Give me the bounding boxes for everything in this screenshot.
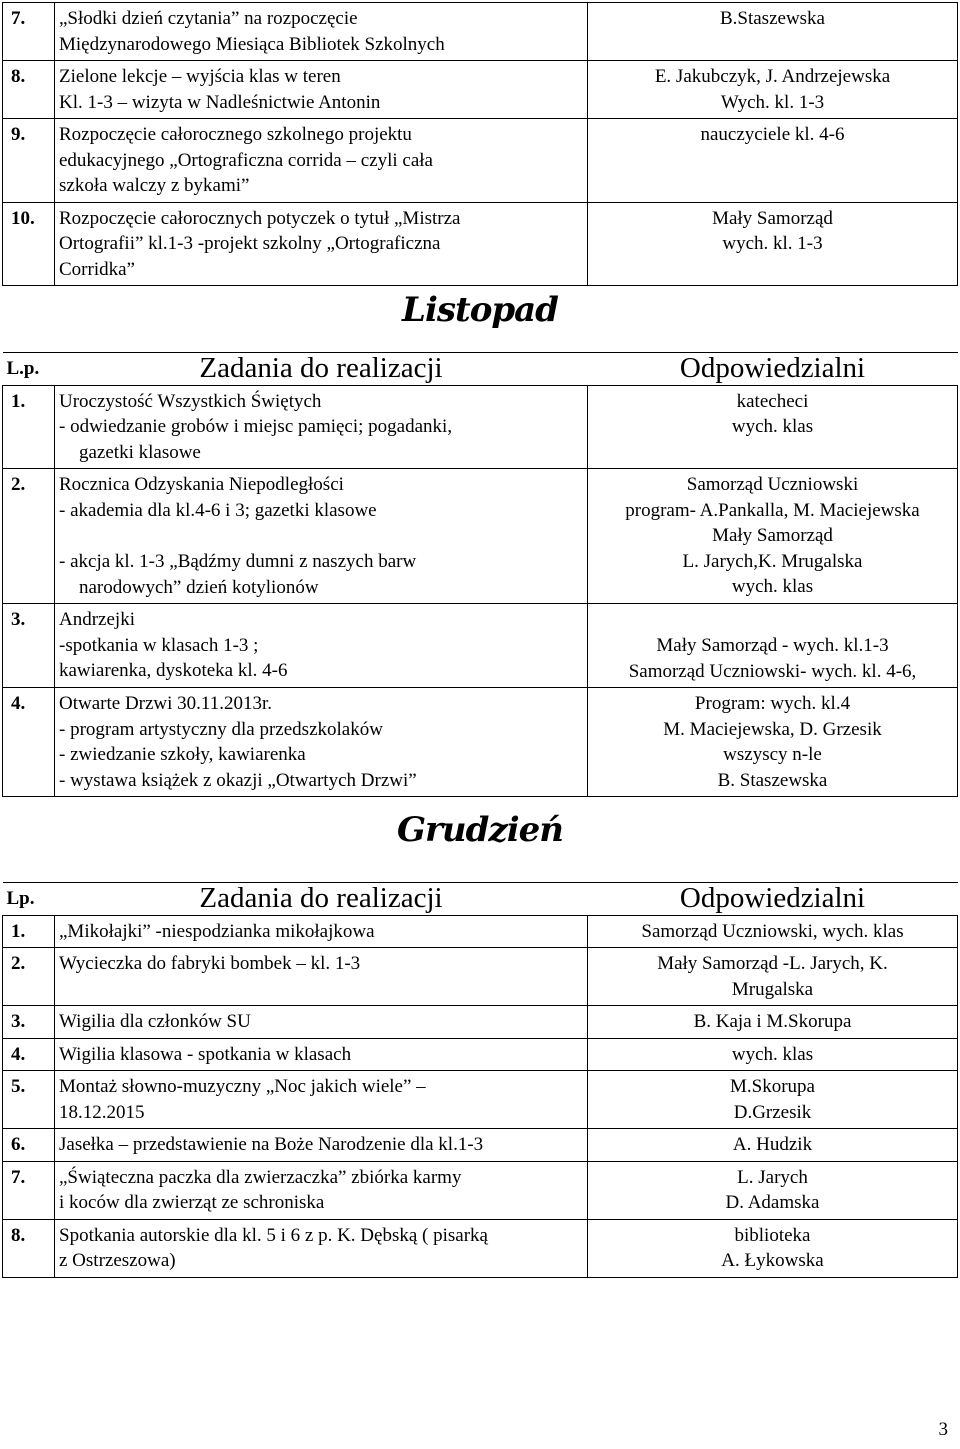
task-cell bbox=[55, 1161, 588, 1219]
page-number: 3 bbox=[938, 1419, 948, 1440]
task-line: Ortografii” kl.1-3 -projekt szkolny „Ortograficzna bbox=[59, 233, 441, 254]
task-cell bbox=[55, 469, 588, 604]
task-cell bbox=[55, 61, 588, 119]
table-row bbox=[3, 1071, 958, 1129]
task-cell bbox=[55, 604, 588, 688]
task-line: i koców dla zwierząt ze schroniska bbox=[59, 1192, 325, 1213]
responsible-line: wych. klas bbox=[731, 416, 814, 437]
task-cell bbox=[55, 1129, 588, 1162]
december-title: Grudzień bbox=[396, 810, 564, 850]
task-line: „Świąteczna paczka dla zwierzaczka” zbiórka karmy bbox=[59, 1166, 462, 1188]
tasks-header: Zadania do realizacji bbox=[55, 883, 588, 916]
task-line: Kl. 1-3 – wizyta w Nadleśnictwie Antonin bbox=[59, 91, 381, 113]
task-line: „Mikołajki” -niespodzianka mikołajkowa bbox=[59, 920, 375, 942]
october-table bbox=[2, 2, 958, 286]
responsible-cell bbox=[588, 119, 958, 203]
row-number: 4. bbox=[3, 688, 55, 797]
task-cell bbox=[55, 119, 588, 203]
table-row bbox=[3, 1038, 958, 1071]
task-line: Wycieczka do fabryki bombek – kl. 1-3 bbox=[59, 953, 361, 974]
task-line: gazetki klasowe bbox=[79, 441, 201, 463]
task-cell bbox=[55, 385, 588, 469]
responsible-line: B. Kaja i M.Skorupa bbox=[693, 1011, 852, 1032]
responsible-cell bbox=[588, 1071, 958, 1129]
row-number: 1. bbox=[3, 915, 55, 948]
responsible-line: L. Jarych,K. Mrugalska bbox=[682, 550, 863, 572]
responsible-line: katecheci bbox=[736, 390, 809, 412]
responsible-cell bbox=[588, 1129, 958, 1162]
row-number: 7. bbox=[3, 3, 55, 61]
responsible-cell bbox=[588, 61, 958, 119]
task-cell bbox=[55, 1006, 588, 1039]
november-header-row bbox=[3, 353, 958, 386]
responsible-line: B.Staszewska bbox=[719, 8, 825, 29]
table-row bbox=[3, 385, 958, 469]
responsible-header: Odpowiedzialni bbox=[588, 883, 958, 916]
responsible-cell bbox=[588, 604, 958, 688]
task-line: Spotkania autorskie dla kl. 5 i 6 z p. K. Dębską ( pisarką bbox=[59, 1224, 488, 1246]
task-line: Zielone lekcje – wyjścia klas w teren bbox=[59, 66, 341, 87]
table-row bbox=[3, 688, 958, 797]
responsible-line: program- A.Pankalla, M. Maciejewska bbox=[625, 499, 920, 521]
responsible-line: E. Jakubczyk, J. Andrzejewska bbox=[654, 66, 891, 87]
tasks-header: Zadania do realizacji bbox=[55, 353, 588, 386]
task-line: Otwarte Drzwi 30.11.2013r. bbox=[59, 693, 272, 714]
task-line: Andrzejki bbox=[59, 609, 135, 630]
table-row bbox=[3, 915, 958, 948]
row-number: 3. bbox=[3, 1006, 55, 1039]
responsible-line: Mały Samorząd bbox=[712, 207, 833, 229]
responsible-line: Wych. kl. 1-3 bbox=[720, 91, 825, 113]
task-line: szkoła walczy z bykami” bbox=[59, 175, 250, 196]
task-line: edukacyjnego „Ortograficzna corrida – czyli cała bbox=[59, 149, 433, 171]
responsible-line: M.Skorupa bbox=[730, 1076, 815, 1097]
task-line: kawiarenka, dyskoteka kl. 4-6 bbox=[59, 660, 288, 681]
task-cell bbox=[55, 688, 588, 797]
row-number: 2. bbox=[3, 948, 55, 1006]
task-cell bbox=[55, 202, 588, 286]
task-line: „Słodki dzień czytania” na rozpoczęcie bbox=[59, 8, 358, 29]
task-line: Rozpoczęcie całorocznego szkolnego projektu bbox=[59, 124, 412, 145]
table-row bbox=[3, 61, 958, 119]
lp-header: Lp. bbox=[6, 888, 35, 909]
december-header-row bbox=[3, 883, 958, 916]
responsible-cell bbox=[588, 948, 958, 1006]
responsible-line: L. Jarych bbox=[737, 1166, 808, 1188]
responsible-line: D.Grzesik bbox=[733, 1101, 812, 1123]
responsible-line: Samorząd Uczniowski bbox=[686, 474, 859, 495]
task-line: - akcja kl. 1-3 „Bądźmy dumni z naszych barw bbox=[59, 551, 417, 572]
responsible-header: Odpowiedzialni bbox=[588, 353, 958, 386]
task-line: - wystawa książek z okazji „Otwartych Drzwi” bbox=[59, 769, 417, 791]
responsible-line: Mrugalska bbox=[731, 978, 814, 1000]
row-number: 9. bbox=[3, 119, 55, 203]
table-row bbox=[3, 1219, 958, 1277]
responsible-line: wych. klas bbox=[731, 576, 814, 597]
task-cell bbox=[55, 1038, 588, 1071]
row-number: 3. bbox=[3, 604, 55, 688]
table-row bbox=[3, 604, 958, 688]
responsible-cell bbox=[588, 1006, 958, 1039]
task-line: Corridka” bbox=[59, 258, 135, 280]
row-number: 4. bbox=[3, 1038, 55, 1071]
responsible-line: biblioteka bbox=[734, 1224, 811, 1246]
december-table bbox=[2, 882, 958, 1278]
row-number: 8. bbox=[3, 61, 55, 119]
task-line: 18.12.2015 bbox=[59, 1101, 145, 1123]
task-cell bbox=[55, 948, 588, 1006]
task-cell bbox=[55, 915, 588, 948]
responsible-cell bbox=[588, 202, 958, 286]
row-number: 5. bbox=[3, 1071, 55, 1129]
responsible-line: Samorząd Uczniowski- wych. kl. 4-6, bbox=[628, 660, 917, 682]
responsible-line: A. Hudzik bbox=[732, 1134, 813, 1155]
table-row bbox=[3, 119, 958, 203]
task-line: Jasełka – przedstawienie na Boże Narodzenie dla kl.1-3 bbox=[59, 1134, 484, 1155]
table-row bbox=[3, 1129, 958, 1162]
november-table bbox=[2, 352, 958, 797]
task-cell bbox=[55, 1071, 588, 1129]
table-row bbox=[3, 469, 958, 604]
task-line: z Ostrzeszowa) bbox=[59, 1250, 176, 1271]
task-line: - zwiedzanie szkoły, kawiarenka bbox=[59, 744, 306, 765]
task-line: Międzynarodowego Miesiąca Bibliotek Szkolnych bbox=[59, 33, 445, 55]
responsible-line: Samorząd Uczniowski, wych. klas bbox=[641, 920, 904, 942]
table-row bbox=[3, 1006, 958, 1039]
responsible-cell bbox=[588, 385, 958, 469]
task-line: Rocznica Odzyskania Niepodległości bbox=[59, 474, 344, 495]
table-row bbox=[3, 1161, 958, 1219]
november-title: Listopad bbox=[402, 290, 558, 330]
task-line: Montaż słowno-muzyczny „Noc jakich wiele” – bbox=[59, 1076, 426, 1097]
row-number: 6. bbox=[3, 1129, 55, 1162]
task-line: Rozpoczęcie całorocznych potyczek o tytuł „Mistrza bbox=[59, 207, 461, 229]
responsible-line: wszyscy n-le bbox=[723, 744, 822, 765]
row-number: 1. bbox=[3, 385, 55, 469]
responsible-line: A. Łykowska bbox=[721, 1250, 824, 1271]
table-row bbox=[3, 3, 958, 61]
responsible-cell bbox=[588, 1038, 958, 1071]
responsible-line: M. Maciejewska, D. Grzesik bbox=[663, 718, 882, 740]
responsible-line: nauczyciele kl. 4-6 bbox=[700, 124, 845, 145]
task-line: -spotkania w klasach 1-3 ; bbox=[59, 634, 259, 656]
row-number: 2. bbox=[3, 469, 55, 604]
responsible-line: Mały Samorząd bbox=[712, 525, 833, 546]
task-line: narodowych” dzień kotylionów bbox=[79, 576, 319, 598]
responsible-cell bbox=[588, 688, 958, 797]
responsible-line: B. Staszewska bbox=[717, 769, 828, 791]
task-line: Wigilia dla członków SU bbox=[59, 1011, 251, 1032]
task-line: Uroczystość Wszystkich Świętych bbox=[59, 390, 322, 412]
responsible-line: wych. klas bbox=[731, 1043, 814, 1065]
task-line: Wigilia klasowa - spotkania w klasach bbox=[59, 1043, 352, 1065]
row-number: 10. bbox=[3, 202, 55, 286]
responsible-line bbox=[592, 607, 953, 633]
task-line bbox=[59, 523, 583, 549]
task-line: - odwiedzanie grobów i miejsc pamięci; pogadanki, bbox=[59, 416, 453, 437]
table-row bbox=[3, 948, 958, 1006]
task-cell bbox=[55, 1219, 588, 1277]
responsible-line: Program: wych. kl.4 bbox=[694, 693, 851, 714]
lp-header: L.p. bbox=[6, 358, 40, 379]
task-line: - akademia dla kl.4-6 i 3; gazetki klasowe bbox=[59, 499, 377, 521]
table-row bbox=[3, 202, 958, 286]
responsible-cell bbox=[588, 3, 958, 61]
row-number: 7. bbox=[3, 1161, 55, 1219]
row-number: 8. bbox=[3, 1219, 55, 1277]
task-line: - program artystyczny dla przedszkolaków bbox=[59, 718, 383, 740]
responsible-cell bbox=[588, 915, 958, 948]
task-cell bbox=[55, 3, 588, 61]
responsible-line: Mały Samorząd -L. Jarych, K. bbox=[657, 953, 888, 974]
responsible-line: wych. kl. 1-3 bbox=[722, 233, 823, 254]
responsible-cell bbox=[588, 1161, 958, 1219]
responsible-cell bbox=[588, 469, 958, 604]
responsible-line: Mały Samorząd - wych. kl.1-3 bbox=[656, 635, 889, 656]
responsible-cell bbox=[588, 1219, 958, 1277]
responsible-line: D. Adamska bbox=[725, 1192, 820, 1213]
